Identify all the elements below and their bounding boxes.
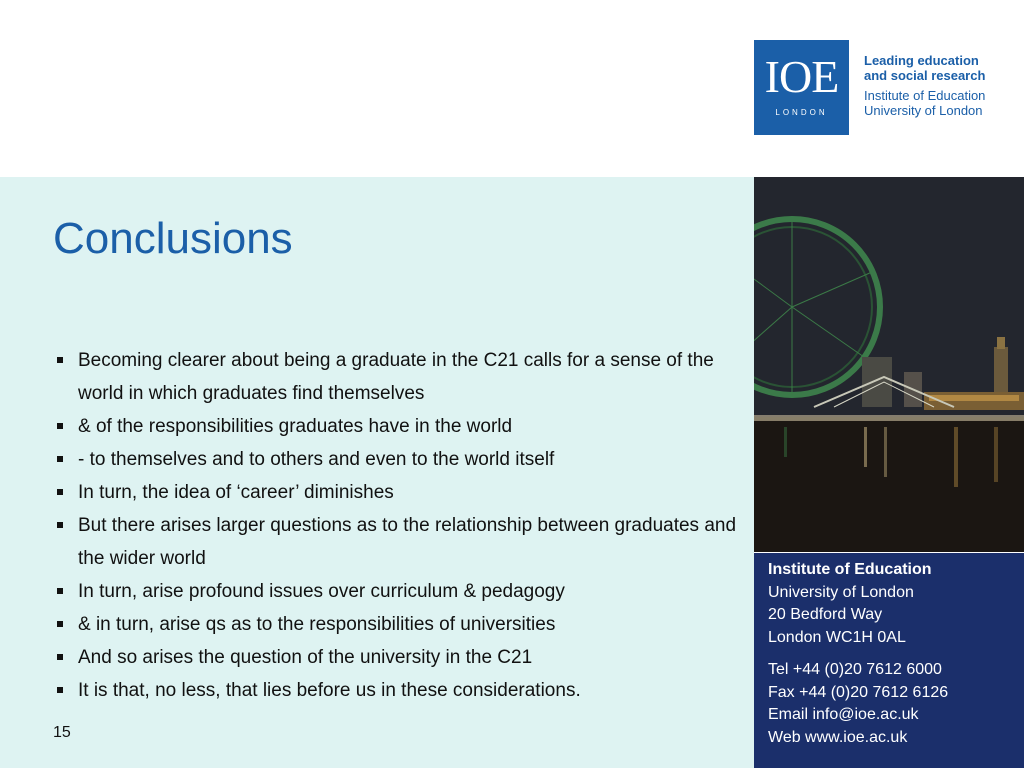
bullet-text: In turn, the idea of ‘career’ diminishes: [78, 482, 394, 503]
bullet-text: & in turn, arise qs as to the responsibilities of universities: [78, 614, 556, 635]
bullet-icon: [57, 357, 63, 363]
tagline: [864, 53, 985, 118]
bullet-list: [56, 344, 746, 707]
bullet-text: - to themselves and to others and even to the world itself: [78, 449, 555, 470]
tagline-line-3: Institute of Education: [864, 88, 986, 103]
bullet-text: In turn, arise profound issues over curriculum & pedagogy: [78, 581, 565, 602]
bullet-text: & of the responsibilities graduates have in the world: [78, 416, 513, 437]
bullet-item: [56, 641, 746, 674]
bullet-item: [56, 344, 746, 410]
contact-line-2: University of London: [768, 583, 914, 601]
tagline-line-1: Leading education: [864, 53, 979, 68]
page-number: 15: [53, 724, 71, 741]
bullet-item: [56, 674, 746, 707]
tagline-line-2: and social research: [864, 68, 986, 83]
contact-tel: Tel +44 (0)20 7612 6000: [768, 661, 942, 678]
ioe-logo: [754, 40, 849, 135]
bullet-icon: [57, 423, 63, 429]
bullet-icon: [57, 621, 63, 627]
bullet-text: But there arises larger questions as to the relationship between graduates and the wider world: [78, 515, 737, 569]
bullet-item: [56, 443, 746, 476]
bullet-item: [56, 608, 746, 641]
bullet-icon: [57, 654, 63, 660]
contact-line-3: 20 Bedford Way: [768, 606, 883, 623]
contact-name: Institute of Education: [768, 561, 932, 578]
logo-mark: IOE: [764, 51, 839, 102]
contact-web[interactable]: Web www.ioe.ac.uk: [768, 728, 908, 746]
bullet-text: And so arises the question of the university in the C21: [78, 647, 533, 668]
contact-line-4: London WC1H 0AL: [768, 628, 906, 646]
bullet-text: It is that, no less, that lies before us in these considerations.: [78, 680, 581, 701]
london-night-photo: [754, 177, 1024, 552]
bullet-icon: [57, 588, 63, 594]
contact-fax: Fax +44 (0)20 7612 6126: [768, 683, 949, 701]
contact-email[interactable]: Email info@ioe.ac.uk: [768, 706, 919, 723]
slide-title: Conclusions: [53, 214, 293, 263]
bullet-icon: [57, 687, 63, 693]
bullet-item: [56, 509, 746, 575]
logo-sub: LONDON: [775, 108, 828, 117]
london-eye-illustration: [754, 177, 1024, 552]
contact-panel: [754, 553, 1024, 768]
bullet-icon: [57, 489, 63, 495]
bullet-icon: [57, 522, 63, 528]
header: [0, 0, 1024, 177]
bullet-icon: [57, 456, 63, 462]
bullet-item: [56, 410, 746, 443]
bullet-item: [56, 476, 746, 509]
tagline-line-4: University of London: [864, 103, 983, 118]
bullet-item: [56, 575, 746, 608]
bullet-text: Becoming clearer about being a graduate in the C21 calls for a sense of the world in which graduates find themselves: [78, 350, 714, 404]
